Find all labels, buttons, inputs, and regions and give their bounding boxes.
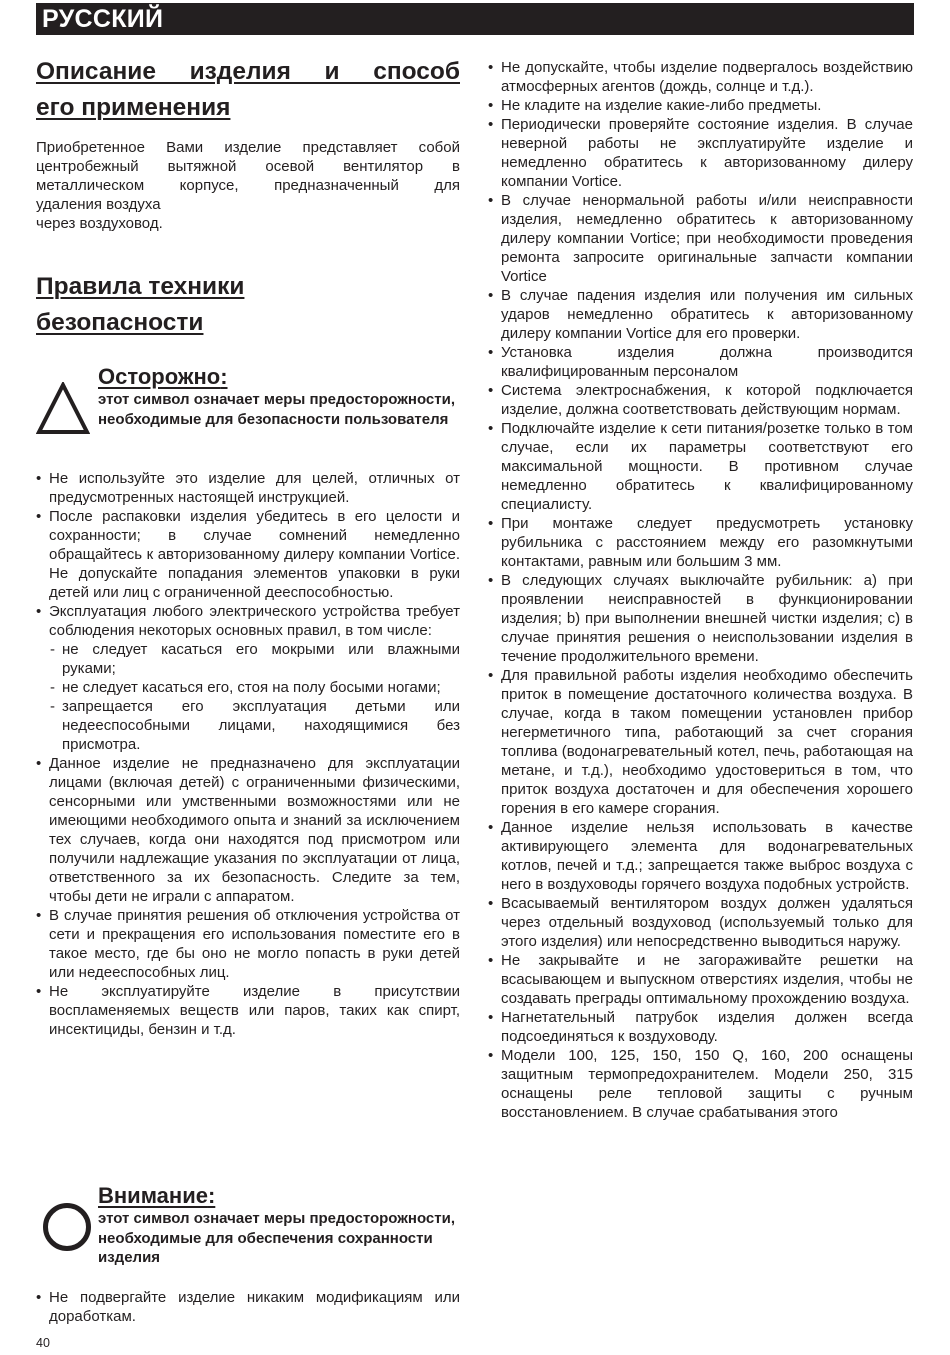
- section-title-line: Описание изделия и способ: [36, 58, 460, 85]
- list-item: • Не закрывайте и не загораживайте решетки на всасывающем и выпускном отверстиях изделия, чтобы не создавать преграды оптимальному прохождению воздуха.: [488, 951, 913, 1008]
- list-item: • Не кладите на изделие какие-либо предметы.: [488, 96, 913, 115]
- list-item: • В следующих случаях выключайте рубильник: a) при проявлении неисправностей в функционировании изделия; b) при выполнении внешней чистки изделия; c) в случае принятия решения о неиспользовании изделия в течение продолжительного времени.: [488, 571, 913, 666]
- paragraph-line: центробежный вытяжной осевой вентилятор в: [36, 158, 460, 175]
- list-item: • После распаковки изделия убедитесь в его целости и сохранности; в случае сомнений немедленно обращайтесь к авторизованному дилеру компании Vortice. Не допускайте попадания элементов упаковки в руки детей или лиц с ограниченной дееспособностью.: [36, 507, 460, 602]
- caution-text: этот символ означает меры предосторожности, необходимые для безопасности пользователя: [98, 391, 456, 428]
- sub-list-item: - запрещается его эксплуатация детьми или недееспособными лицами, находящимися без присмотра.: [36, 697, 460, 754]
- list-item: • Не подвергайте изделие никаким модификациям или доработкам.: [36, 1288, 460, 1326]
- list-item: • Не допускайте, чтобы изделие подвергалось воздействию атмосферных агентов (дождь, солнце и т.д.).: [488, 58, 913, 96]
- list-item: • Данное изделие не предназначено для эксплуатации лицами (включая детей) с ограниченными физическими, сенсорными или умственными возможностями или не имеющими необходимого опыта и знаний за исключением тех случаев, когда они находятся под присмотром или получили надлежащие указания по эксплуатации от лица, ответственного за их безопасность. Следите за тем, чтобы дети не играли с аппаратом.: [36, 754, 460, 906]
- paragraph-line: через воздуховод.: [36, 215, 163, 232]
- list-item: • При монтаже следует предусмотреть установку рубильника с расстоянием между его разомкнутыми контактами, равным или большим 3 мм.: [488, 514, 913, 571]
- list-item: • Нагнетательный патрубок изделия должен всегда подсоединяться к воздуховоду.: [488, 1008, 913, 1046]
- list-item: • Периодически проверяйте состояние изделия. В случае неверной работы не эксплуатируйте изделие и немедленно обратитесь к авторизованному дилеру компании Vortice.: [488, 115, 913, 191]
- list-item: • В случае принятия решения об отключения устройства от сети и прекращения его использования поместите его в такое место, где бы оно не могло попасть в руки детей или недееспособных лиц.: [36, 906, 460, 982]
- safety-list-right: [488, 58, 913, 1122]
- list-item: • Подключайте изделие к сети питания/розетке только в том случае, если их параметры соответствуют его максимальной мощности. В противном случае немедленно обратитесь к квалифицированному специалисту.: [488, 419, 913, 514]
- list-item: • В случае падения изделия или получения им сильных ударов немедленно обратитесь к авторизованному дилеру компании Vortice для его проверки.: [488, 286, 913, 343]
- list-item: • Не используйте это изделие для целей, отличных от предусмотренных настоящей инструкцией.: [36, 469, 460, 507]
- list-item: • Данное изделие нельзя использовать в качестве активирующего элемента для водонагревательных котлов, печей и т.д.; запрещается также выброс воздуха с него в воздуховоды горячего воздуха подобных устройств.: [488, 818, 913, 894]
- attention-title-colon: :: [207, 1183, 216, 1208]
- list-item: • В случае ненормальной работы и/или неисправности изделия, немедленно обратитесь к авторизованному дилеру компании Vortice; при необходимости проведения ремонта запросите оригинальные запчасти компании Vortice: [488, 191, 913, 286]
- caution-title: [98, 364, 228, 390]
- language-header: РУССКИЙ: [36, 3, 914, 35]
- description-paragraph: [36, 138, 460, 233]
- section-title-line: безопасности: [36, 309, 204, 336]
- attention-list: [36, 1288, 460, 1326]
- list-item: • Эксплуатация любого электрического устройства требует соблюдения некоторых основных правил, в том числе:: [36, 602, 460, 640]
- page-number: 40: [36, 1336, 50, 1350]
- list-item: • Система электроснабжения, к которой подключается изделие, должна соответствовать действующим нормам.: [488, 381, 913, 419]
- section-title-description: [36, 54, 460, 126]
- section-title-line: его применения: [36, 94, 231, 121]
- list-item: • Всасываемый вентилятором воздух должен удаляться через отдельный воздуховод (используемый только для этого изделия) или непосредственно выводиться наружу.: [488, 894, 913, 951]
- warning-triangle-icon: [36, 382, 90, 436]
- list-item: • Модели 100, 125, 150, 150 Q, 160, 200 оснащены защитным термопредохранителем. Модели 250, 315 оснащены реле тепловой защиты с ручным восстановлением. В случае срабатывания этого: [488, 1046, 913, 1122]
- safety-list-left: [36, 469, 460, 1039]
- section-title-safety: [36, 269, 460, 341]
- attention-circle-icon: [42, 1202, 92, 1252]
- attention-text: этот символ означает меры предосторожности, необходимые для обеспечения сохранности изделия: [98, 1210, 456, 1266]
- caution-title-text: Осторожно: [98, 364, 221, 389]
- paragraph-line: Приобретенное Вами изделие представляет собой: [36, 139, 460, 156]
- list-item: • Не эксплуатируйте изделие в присутствии воспламеняемых веществ или паров, таких как спирт, инсектициды, бензин и т.д.: [36, 982, 460, 1039]
- paragraph-line: удаления воздуха: [36, 196, 161, 213]
- sub-list-item: - не следует касаться его, стоя на полу босыми ногами;: [36, 678, 460, 697]
- paragraph-line: металлическом корпусе, предназначенный для: [36, 177, 460, 194]
- section-title-line: Правила техники: [36, 273, 245, 300]
- attention-title-text: Внимание: [98, 1183, 208, 1208]
- attention-title: [98, 1183, 215, 1209]
- sub-list-item: - не следует касаться его мокрыми или влажными руками;: [36, 640, 460, 678]
- caution-title-colon: :: [220, 364, 228, 389]
- list-item: • Для правильной работы изделия необходимо обеспечить приток в помещение достаточного количества воздуха. В случае, когда в таком помещении установлен прибор негерметичного типа, работающий за счет сгорания топлива (водонагревательный котел, печь, работающая на метане, и т.д.), необходимо удостовериться в том, что приток воздуха достаточен и для обеспечения хорошего горения в его камере сгорания.: [488, 666, 913, 818]
- list-item: • Установка изделия должна производится квалифицированным персоналом: [488, 343, 913, 381]
